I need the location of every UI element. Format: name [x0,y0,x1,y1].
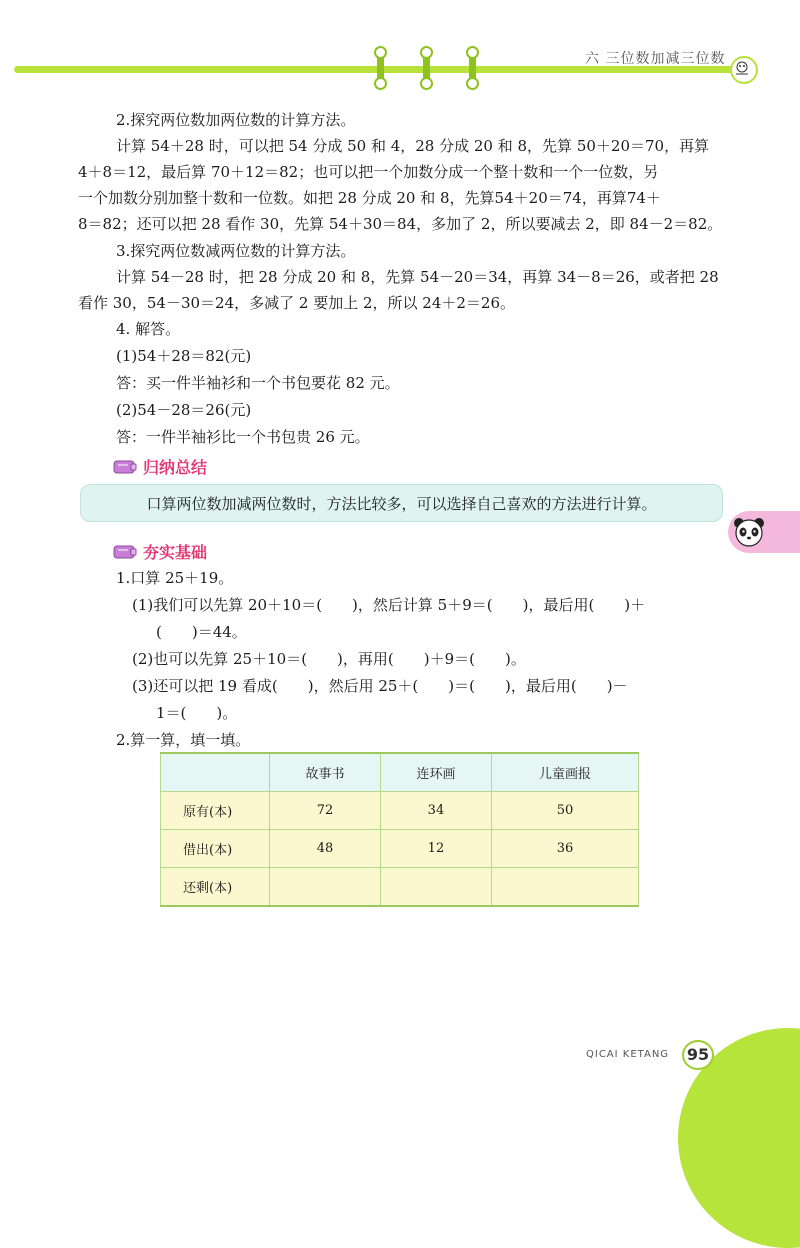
paragraph: 8＝82；还可以把 28 看作 30，先算 54＋30＝84，多加了 2，所以要减去 2，即 84－2＝82。 [78,215,723,233]
paragraph: 计算 54－28 时，把 28 分成 20 和 8，先算 54－20＝34，再算 34－8＝26，或者把 28 [116,268,719,286]
paragraph: 答：买一件半袖衫和一个书包要花 82 元。 [116,374,400,392]
paragraph: 一个加数分别加整十数和一位数。如把 28 分成 20 和 8，先算54＋20＝74，再算74＋ [78,189,661,207]
paragraph: 看作 30，54－30＝24，多减了 2 要加上 2，所以 24＋2＝26。 [78,294,515,312]
pencil-case-icon [113,458,137,475]
table-cell: 34 [380,792,491,830]
table-header-cell: 儿童画报 [491,753,638,792]
summary-title: 归纳总结 [143,458,208,477]
binder-ring-icon [469,50,476,86]
answer-cell [491,868,638,907]
table-row [161,830,639,868]
row-label: 还剩(本) [161,868,270,907]
table-header-cell [161,753,270,792]
exercise-line: 2.算一算，填一填。 [116,731,251,749]
table-header-cell: 连环画 [380,753,491,792]
exercise-line: 1.口算 25＋19。 [116,569,234,587]
exercise-line: (2)也可以先算 25＋10＝( )，再用( )＋9＝( )。 [132,650,526,668]
exercise-line: 1＝( )。 [156,704,238,722]
paragraph: (1)54＋28＝82(元) [116,347,252,365]
table-row [161,868,639,907]
paragraph: 4＋8＝12，最后算 70＋12＝82；也可以把一个加数分成一个整十数和一个一位数，另 [78,163,659,181]
mascot-badge-icon [730,56,758,84]
summary-box [80,484,723,522]
row-label: 借出(本) [161,830,270,868]
table-cell: 12 [380,830,491,868]
paragraph: 3.探究两位数减两位数的计算方法。 [116,242,356,260]
paragraph: 计算 54＋28 时，可以把 54 分成 50 和 4，28 分成 20 和 8，先算 50＋20＝70，再算 [116,137,710,155]
footer-brand: QICAI KETANG [586,1049,670,1060]
paragraph: 4. 解答。 [116,320,181,338]
summary-heading [113,455,207,478]
table-header-row [161,753,639,792]
panda-icon [732,515,766,549]
binder-ring-icon [377,50,384,86]
paragraph: 2.探究两位数加两位数的计算方法。 [116,111,356,129]
table-cell: 72 [270,792,381,830]
row-label: 原有(本) [161,792,270,830]
page-number: 95 [682,1040,714,1070]
table-header-cell: 故事书 [270,753,381,792]
chapter-title: 六 三位数加减三位数 [585,51,726,67]
table-cell: 48 [270,830,381,868]
binder-ring-icon [423,50,430,86]
table-cell: 36 [491,830,638,868]
table-cell: 50 [491,792,638,830]
summary-text: 口算两位数加减两位数时，方法比较多，可以选择自己喜欢的方法进行计算。 [146,494,657,513]
exercise-line: ( )＝44。 [156,623,247,641]
exercise-line: (1)我们可以先算 20＋10＝( )，然后计算 5＋9＝( )，最后用( )＋ [132,596,646,614]
basics-title: 夯实基础 [143,543,208,562]
basics-heading [113,540,207,563]
answer-cell [270,868,381,907]
paragraph: (2)54－28＝26(元) [116,401,252,419]
answer-cell [380,868,491,907]
books-table [160,752,639,907]
paragraph: 答：一件半袖衫比一个书包贵 26 元。 [116,428,370,446]
table-row [161,792,639,830]
pencil-case-icon [113,543,137,560]
exercise-line: (3)还可以把 19 看成( )，然后用 25＋( )＝( )，最后用( )－ [132,677,628,695]
